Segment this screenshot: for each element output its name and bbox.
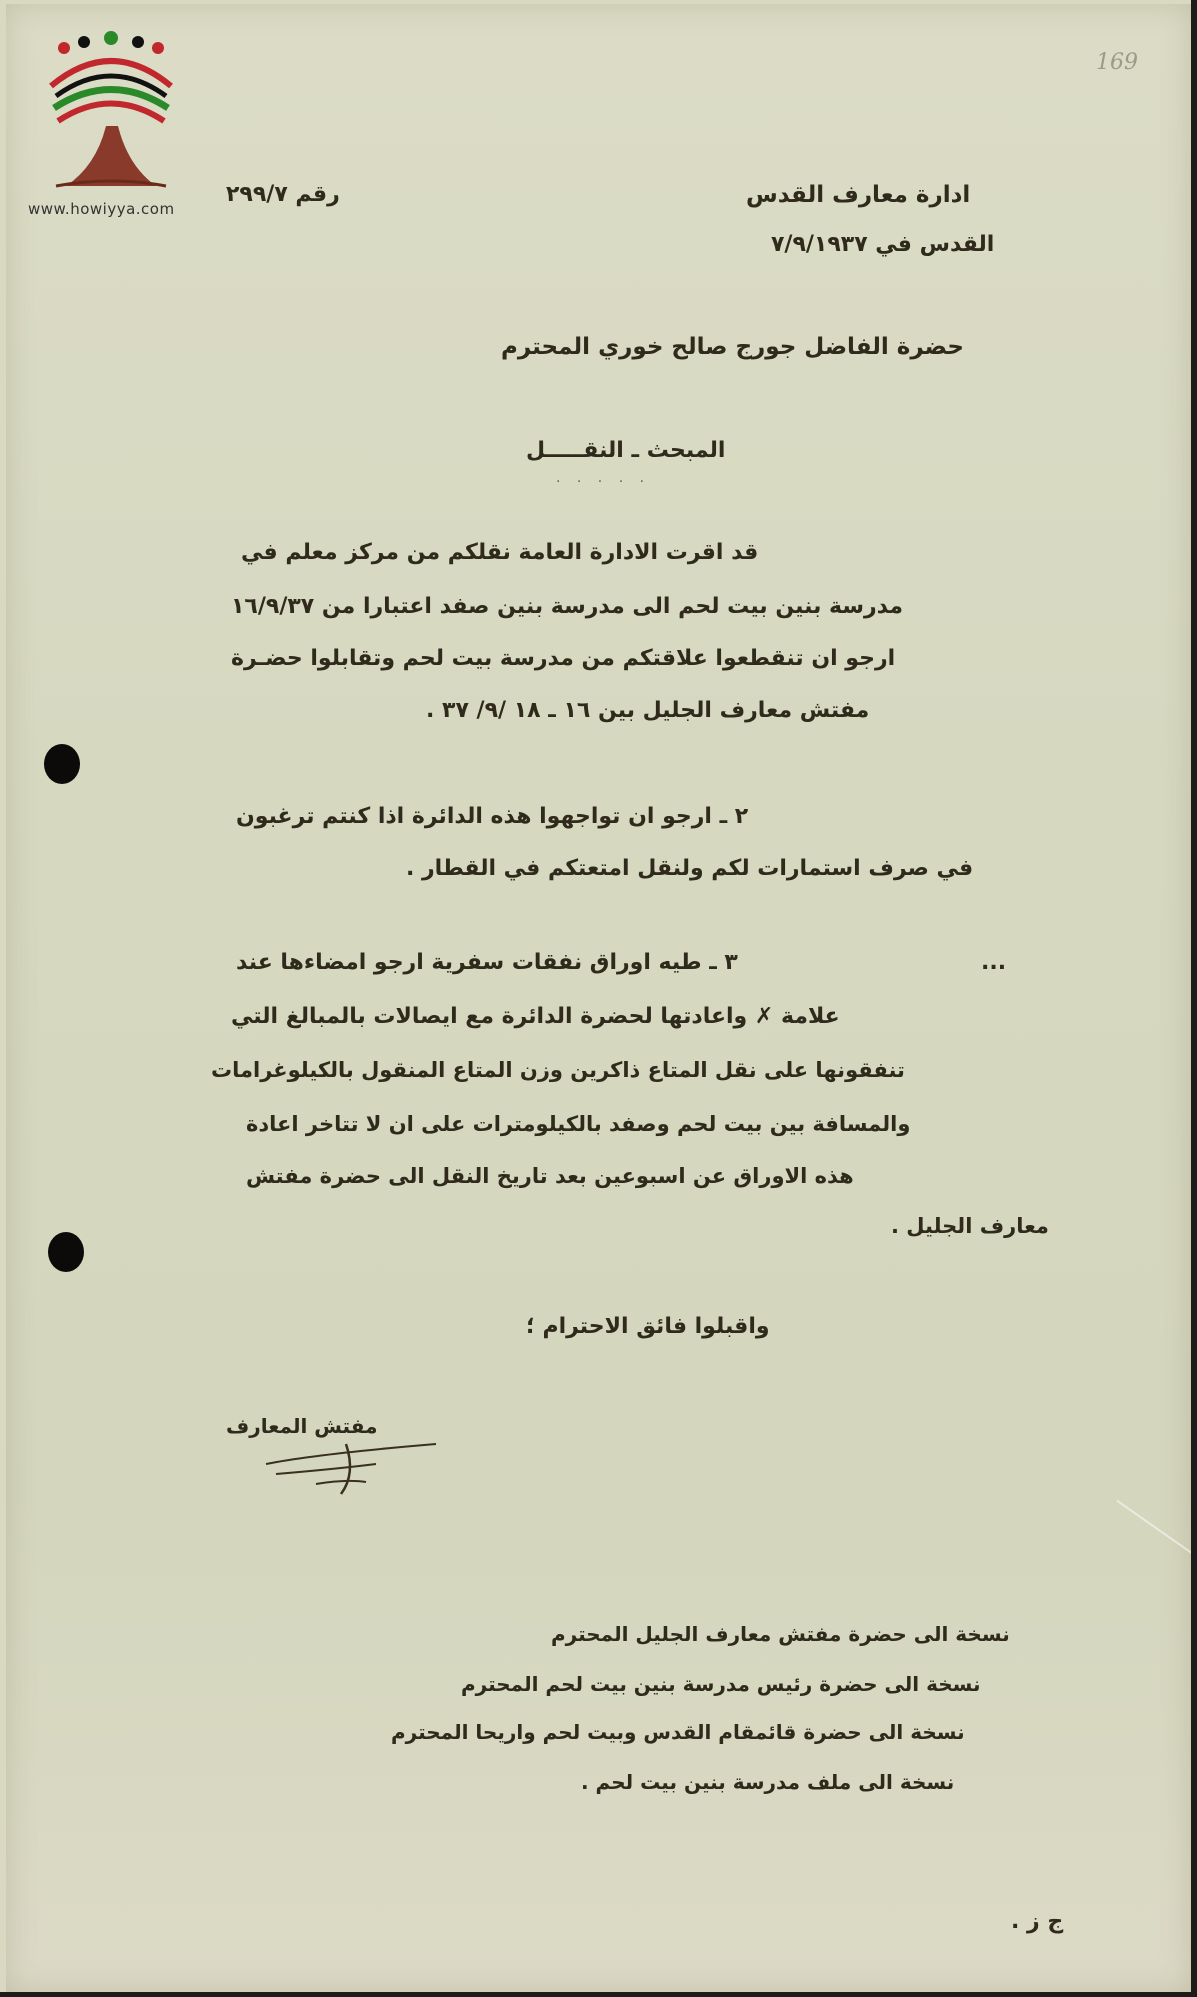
handwritten-signature	[256, 1424, 456, 1504]
watermark-url: www.howiyya.com	[28, 200, 175, 218]
salutation: حضرة الفاضل جورج صالح خوري المحترم	[501, 334, 964, 360]
typist-initials: ج ز .	[1011, 1909, 1064, 1934]
punch-hole-top	[44, 744, 80, 784]
paragraph2-line1: ٢ ـ ارجو ان تواجهوا هذه الدائرة اذا كنتم ترغبون	[236, 804, 749, 829]
scan-edge-right	[1191, 0, 1197, 1997]
paragraph1-line1: قد اقرت الادارة العامة نقلكم من مركز معلم في	[241, 540, 759, 565]
copy-line-3: نسخة الى حضرة قائمقام القدس وبيت لحم واريحا المحترم	[391, 1720, 965, 1744]
document-date: القدس في ٧/٩/١٩٣٧	[771, 232, 995, 257]
punch-hole-bottom	[48, 1232, 84, 1272]
scan-edge-bottom	[0, 1992, 1197, 1997]
paragraph3-line4: والمسافة بين بيت لحم وصفد بالكيلومترات على ان لا تتاخر اعادة	[246, 1112, 911, 1136]
paragraph1-line2: مدرسة بنين بيت لحم الى مدرسة بنين صفد اعتبارا من ١٦/٩/٣٧	[231, 594, 903, 619]
document-page	[6, 4, 1191, 1992]
copy-line-4: نسخة الى ملف مدرسة بنين بيت لحم .	[581, 1770, 955, 1794]
reference-number: رقم ٢٩٩/٧	[226, 182, 340, 207]
paragraph3-line1: ٣ ـ طيه اوراق نفقات سفرية ارجو امضاءها عند	[236, 950, 738, 975]
subject-underline-dots: · · · · ·	[556, 474, 651, 490]
paragraph1-line3: ارجو ان تنقطعوا علاقتكم من مدرسة بيت لحم وتقابلوا حضـرة	[231, 646, 896, 671]
copy-line-1: نسخة الى حضرة مفتش معارف الجليل المحترم	[551, 1622, 1010, 1646]
page-number: 169	[1096, 50, 1138, 75]
paragraph3-prefix: ...	[981, 950, 1007, 975]
paragraph2-line2: في صرف استمارات لكم ولنقل امتعتكم في القطار .	[406, 856, 974, 881]
paragraph3-line6: معارف الجليل .	[891, 1214, 1049, 1238]
issuing-office: ادارة معارف القدس	[746, 182, 971, 208]
howiyya-tree-logo	[36, 26, 186, 196]
paragraph3-line5: هذه الاوراق عن اسبوعين بعد تاريخ النقل الى حضرة مفتش	[246, 1164, 854, 1188]
paragraph3-line3: تنفقونها على نقل المتاع ذاكرين وزن المتاع المنقول بالكيلوغرامات	[211, 1058, 905, 1082]
subject-line: المبحث ـ النقـــــل	[526, 438, 726, 463]
paragraph3-line2: علامة ✗ واعادتها لحضرة الدائرة مع ايصالات بالمبالغ التي	[231, 1004, 840, 1029]
closing-line: واقبلوا فائق الاحترام ؛	[526, 1314, 770, 1339]
signature-title: مفتش المعارف	[226, 1414, 378, 1438]
copy-line-2: نسخة الى حضرة رئيس مدرسة بنين بيت لحم المحترم	[461, 1672, 981, 1696]
paragraph1-line4: مفتش معارف الجليل بين ١٦ ـ ١٨ /٩/ ٣٧ .	[426, 698, 870, 723]
paper-fold-line	[1116, 1500, 1191, 1570]
